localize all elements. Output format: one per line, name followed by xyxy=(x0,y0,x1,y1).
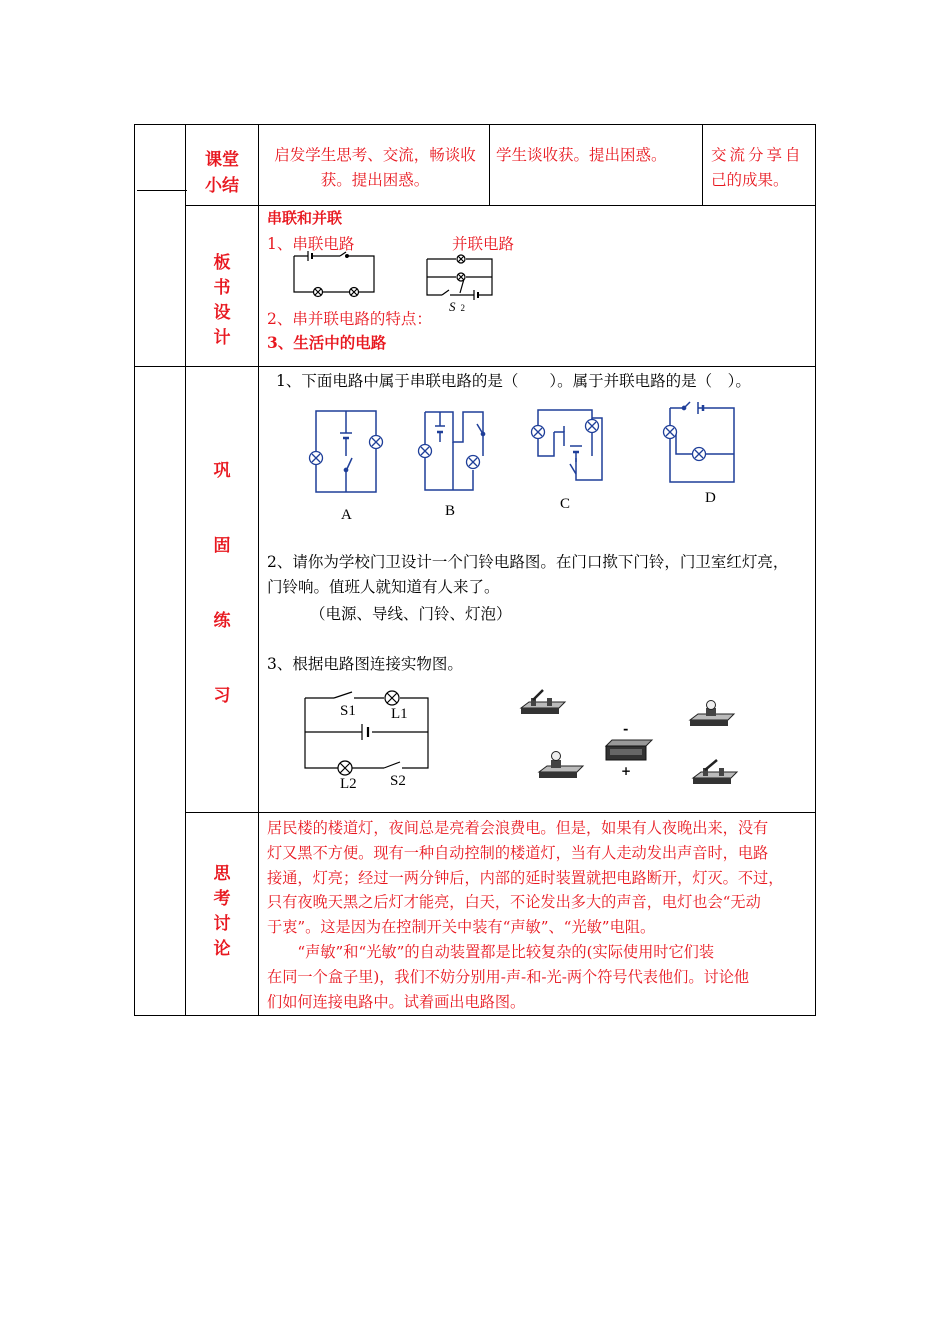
practice-label: 巩 固 练 习 xyxy=(213,461,231,706)
board-parallel-label: 并联电路 xyxy=(452,235,515,253)
practice-q2-materials: （电源、导线、门铃、灯泡） xyxy=(310,605,512,623)
knife-switch-2 xyxy=(691,758,739,788)
board-series-circuit xyxy=(290,250,380,298)
circuit-option-d xyxy=(662,398,742,486)
board-item-life: 3、生活中的电路 xyxy=(267,333,387,352)
battery-minus-sign: - xyxy=(623,722,629,737)
circuit-option-b xyxy=(413,406,493,492)
option-b-label: B xyxy=(445,503,456,519)
bulb-holder-1 xyxy=(688,700,736,730)
knife-switch-1 xyxy=(519,688,567,718)
discussion-label: 思 考 讨 论 xyxy=(213,864,231,959)
circuit-option-a xyxy=(302,403,392,498)
board-item-features: 2、串并联电路的特点： xyxy=(267,310,432,328)
board-label: 板 书 设 计 xyxy=(213,253,231,348)
q3-label-s2: S2 xyxy=(390,773,406,789)
summary-label: 课堂 小结 xyxy=(205,150,239,196)
summary-teacher-activity: 启发学生思考、交流，畅谈收 获。提出困惑。 xyxy=(274,146,476,189)
practice-q2: 2、请你为学校门卫设计一个门铃电路图。在门口揿下门铃，门卫室红灯亮， 门铃响。值班人就知道有人来了。 xyxy=(267,553,789,596)
practice-q1: 1、下面电路中属于串联电路的是（ ）。属于并联电路的是（ ）。 xyxy=(276,372,751,390)
summary-intent: 交流分享自 己的成果。 xyxy=(711,146,804,189)
option-a-label: A xyxy=(341,507,352,523)
practice-q3-circuit xyxy=(300,688,432,776)
board-item-series: 1、串联电路 xyxy=(267,235,355,253)
summary-student-activity: 学生谈收获。提出困惑。 xyxy=(496,146,667,164)
bulb-holder-2 xyxy=(537,750,585,782)
q3-label-l1: L1 xyxy=(391,706,408,722)
board-parallel-circuit xyxy=(424,255,496,301)
q3-label-l2: L2 xyxy=(340,776,357,792)
board-title: 串联和并联 xyxy=(267,209,343,227)
battery-plus-sign: + xyxy=(621,764,632,778)
option-c-label: C xyxy=(560,496,571,512)
circuit-option-c xyxy=(528,406,610,488)
battery-box xyxy=(604,734,654,764)
practice-q3: 3、根据电路图连接实物图。 xyxy=(267,655,463,673)
discussion-text: 居民楼的楼道灯，夜间总是亮着会浪费电。但是，如果有人夜晚出来，没有 灯又黑不方便。现有一种自动控制的楼道灯，当有人走动发出声音时，电路 接通，灯亮；经过一两分钟后，内部的延时装置就把电路断开，灯灭。不过， 只有夜晚天黑之后灯才能亮，白天，不论发出多大的声音，电灯也会“无动 于衷”。这是因为在控制开关中装有“声敏”、“光敏”电阻。 “声敏”和“光敏”的自动装置都是比较复杂的(实际使用时它们装 在同一个盒子里)，我们不妨分别用-声-和-光-两个符号代表他们。讨论他 们如何连接电路中。试着画出电路图。 xyxy=(267,819,784,1011)
q3-label-s1: S1 xyxy=(340,703,356,719)
option-d-label: D xyxy=(705,490,716,506)
board-switch-label: S 2 xyxy=(449,299,465,314)
